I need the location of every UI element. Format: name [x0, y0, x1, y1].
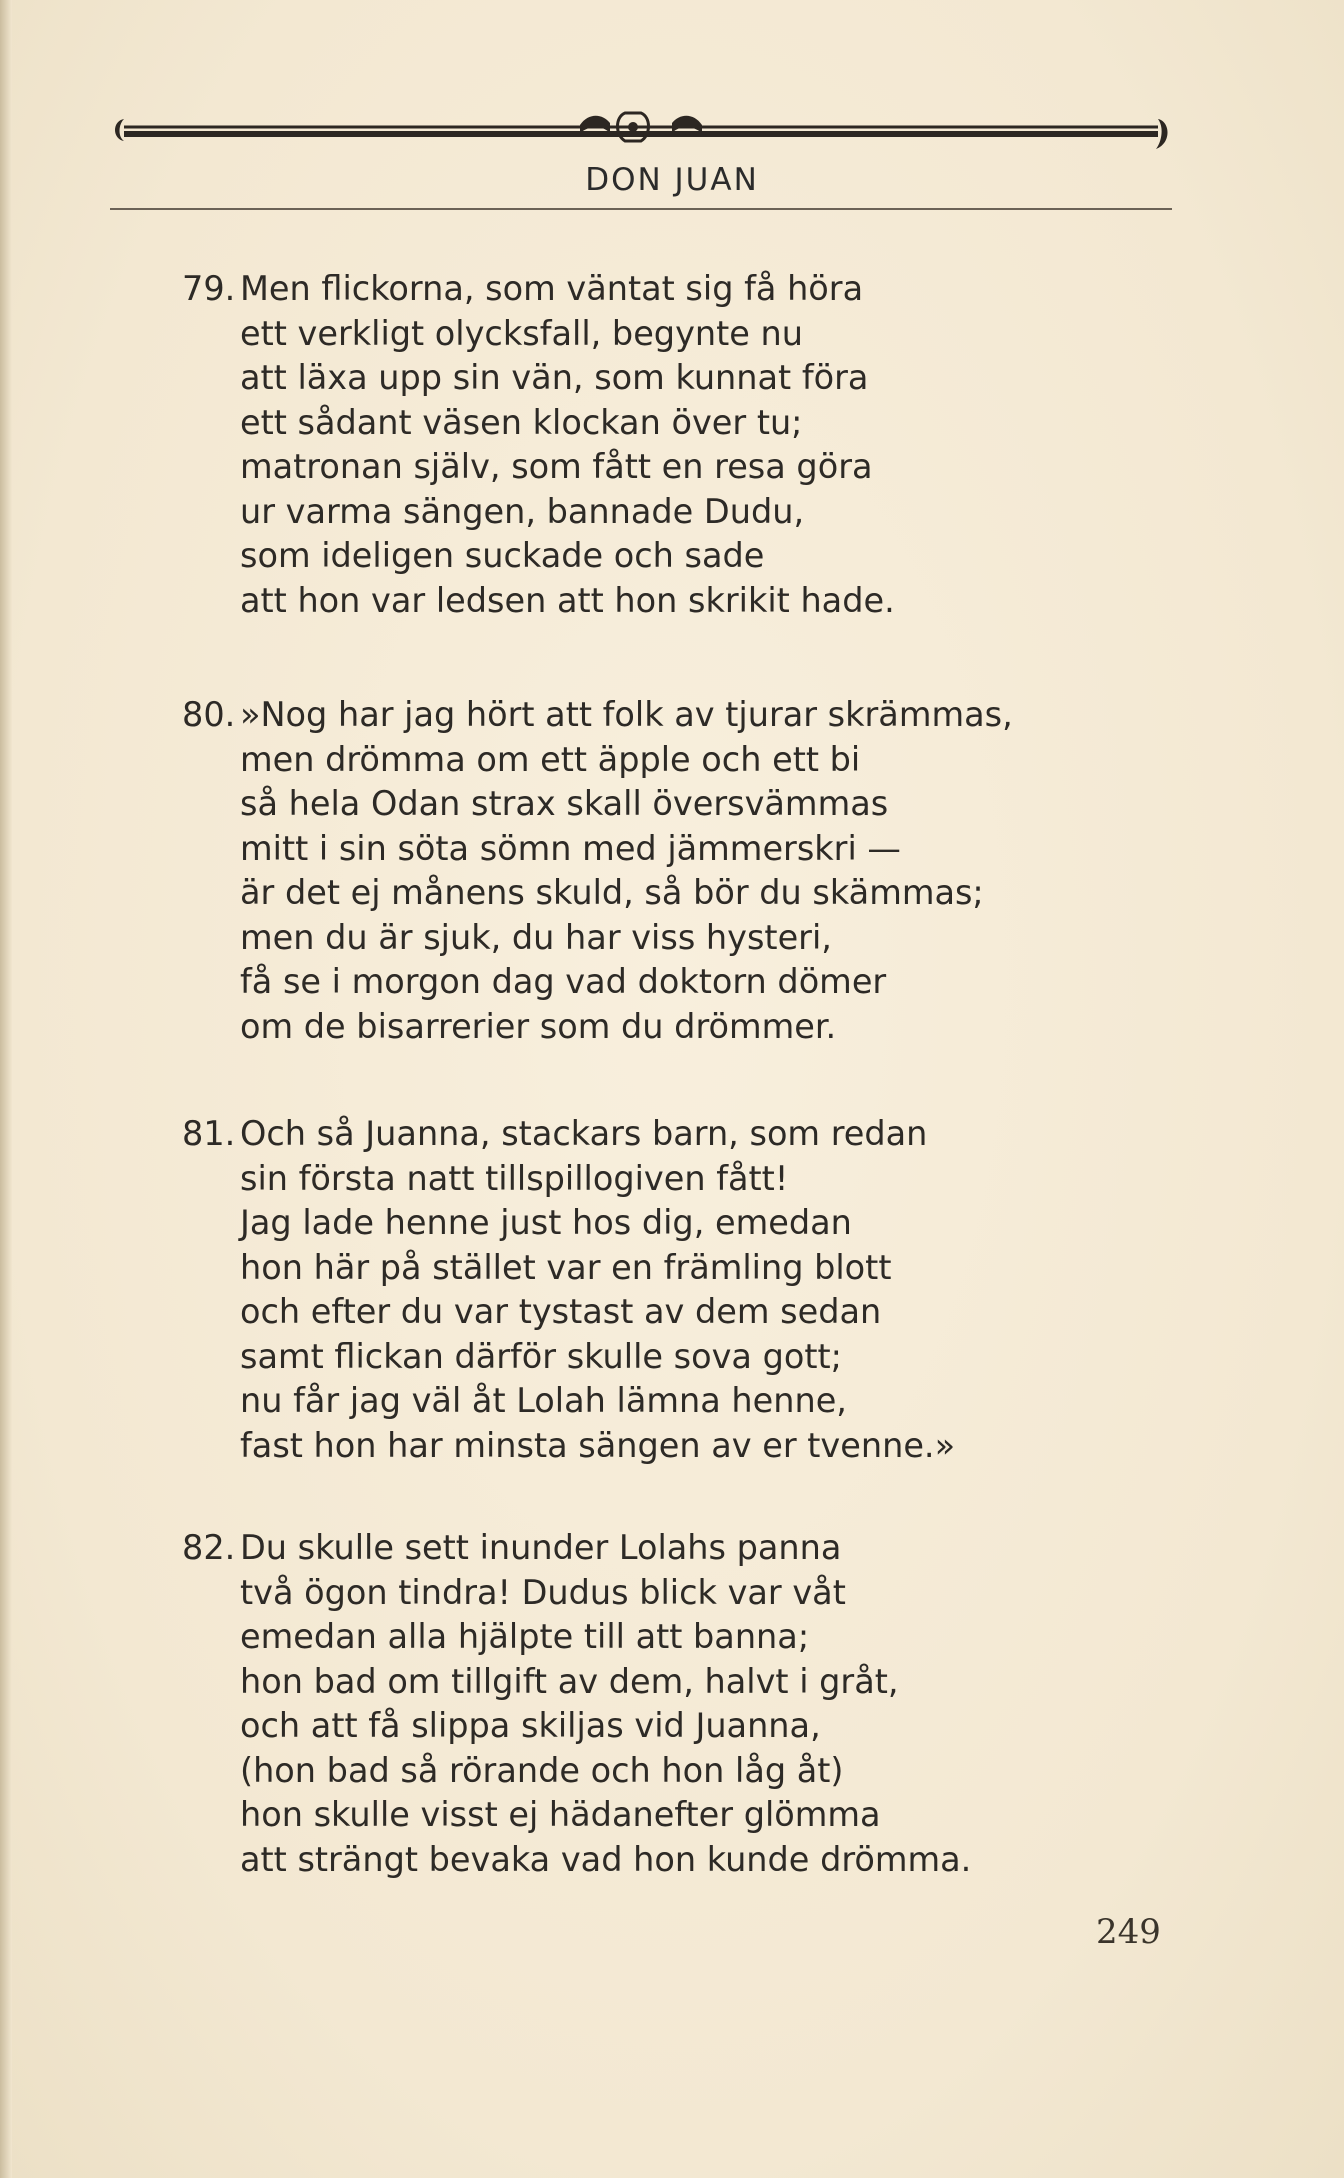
stanza-line: matronan själv, som fått en resa göra: [240, 447, 873, 486]
stanza-line: få se i morgon dag vad doktorn dömer: [240, 962, 887, 1001]
stanza-line: hon bad om tillgift av dem, halvt i gråt,: [240, 1661, 899, 1701]
stanza-line: som ideligen suckade och sade: [240, 536, 765, 575]
stanza-line: att hon var ledsen att hon skrikit hade.: [240, 580, 895, 620]
stanza-line: och att få slippa skiljas vid Juanna,: [240, 1706, 821, 1745]
stanza-line: sin första natt tillspillogiven fått!: [240, 1158, 789, 1198]
stanza-line: [182, 267, 1102, 312]
stanza-line: att läxa upp sin vän, som kunnat föra: [240, 358, 869, 397]
stanza-number: 81.: [182, 1114, 236, 1153]
stanza-line: mitt i sin söta sömn med jämmerskri —: [240, 828, 901, 868]
stanza-line: emedan alla hjälpte till att banna;: [240, 1617, 810, 1656]
page-number: 249: [1096, 1912, 1161, 1952]
stanza-81: [182, 1112, 1102, 1468]
stanza-line: Jag lade henne just hos dig, emedan: [240, 1203, 852, 1242]
stanza-line: så hela Odan strax skall översvämmas: [240, 784, 889, 823]
stanza-line: hon skulle visst ej hädanefter glömma: [240, 1795, 881, 1834]
stanza-line-text: »Nog har jag hört att folk av tjurar skrämmas,: [240, 695, 1013, 734]
stanza-line: nu får jag väl åt Lolah lämna henne,: [240, 1381, 847, 1420]
stanza-line: är det ej månens skuld, så bör du skämmas;: [240, 873, 984, 912]
stanza-line: ur varma sängen, bannade Dudu,: [240, 491, 805, 531]
stanza-line: men du är sjuk, du har viss hysteri,: [240, 917, 832, 957]
stanza-82: [182, 1526, 1102, 1882]
page-edge-shadow: [0, 0, 12, 2178]
stanza-line: fast hon har minsta sängen av er tvenne.»: [240, 1425, 956, 1465]
header-ornament: [110, 105, 1172, 165]
stanza-line: om de bisarrerier som du drömmer.: [240, 1006, 837, 1046]
stanza-line-text: Men flickorna, som väntat sig få höra: [240, 269, 864, 308]
stanza-line: ett verkligt olycksfall, begynte nu: [240, 313, 803, 353]
header-rule: [110, 208, 1172, 210]
stanza-line: två ögon tindra! Dudus blick var våt: [240, 1572, 846, 1612]
stanza-line: [182, 1526, 1102, 1571]
stanza-number: 79.: [182, 269, 236, 308]
stanza-line: [182, 1112, 1102, 1157]
stanza-number: 82.: [182, 1528, 236, 1567]
stanza-line: ett sådant väsen klockan över tu;: [240, 402, 803, 442]
stanza-number: 80.: [182, 695, 236, 734]
stanza-line: [182, 693, 1102, 738]
running-head-title: DON JUAN: [585, 162, 759, 198]
stanza-line-text: Du skulle sett inunder Lolahs panna: [240, 1528, 842, 1567]
stanza-line: men drömma om ett äpple och ett bi: [240, 739, 861, 779]
stanza-line-text: Och så Juanna, stackars barn, som redan: [240, 1114, 928, 1153]
stanza-line: (hon bad så rörande och hon låg åt): [240, 1750, 844, 1790]
stanza-79: [182, 267, 1102, 623]
stanza-line: hon här på stället var en främling blott: [240, 1247, 892, 1287]
stanza-line: samt flickan därför skulle sova gott;: [240, 1336, 842, 1376]
stanza-80: [182, 693, 1102, 1049]
stanza-line: och efter du var tystast av dem sedan: [240, 1292, 882, 1331]
stanza-line: att strängt bevaka vad hon kunde drömma.: [240, 1839, 972, 1879]
